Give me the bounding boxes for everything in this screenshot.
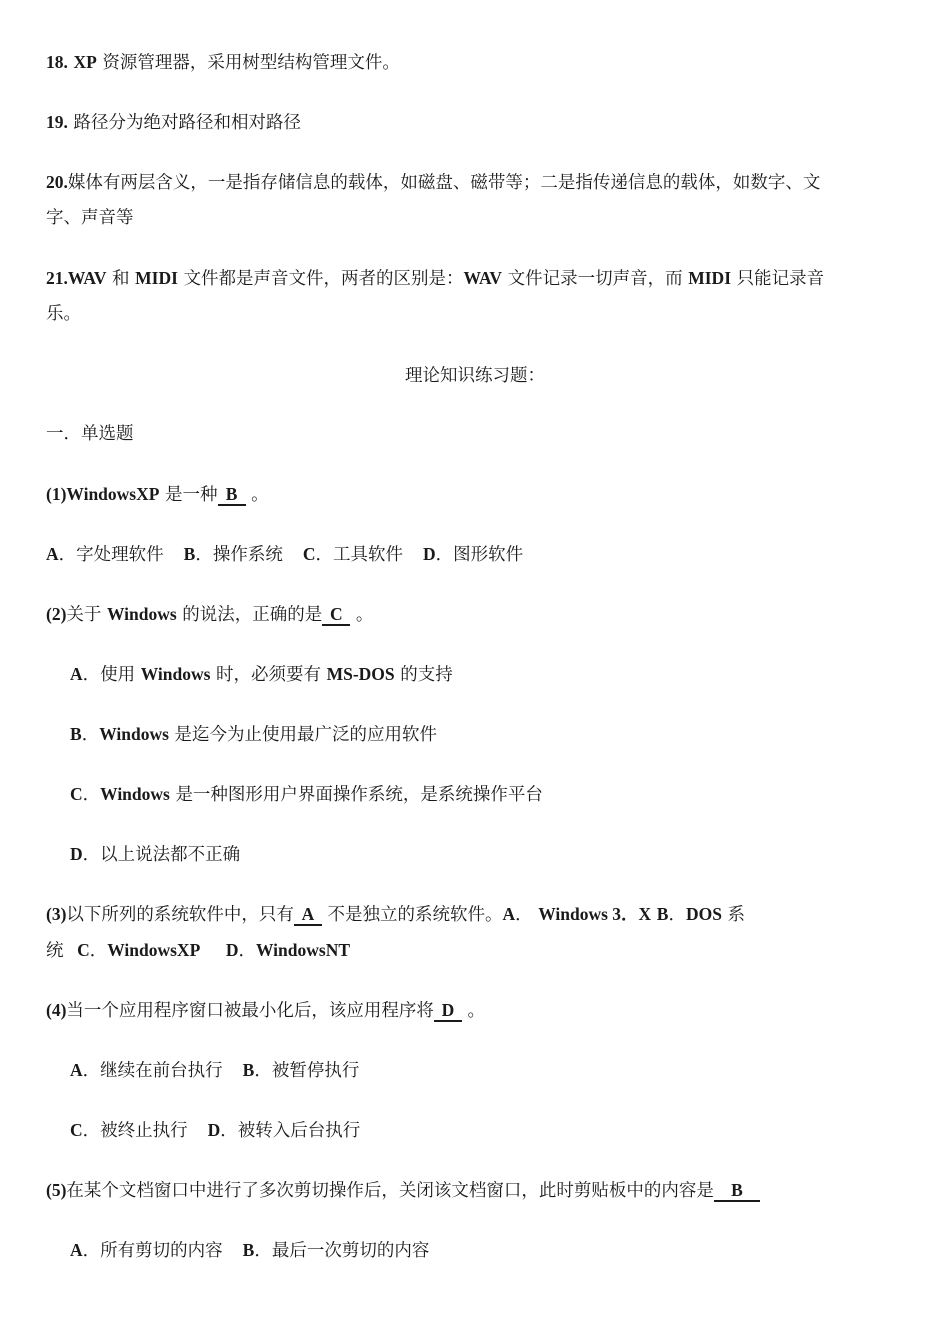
option-b-key: B	[183, 544, 196, 564]
question-number: (5)	[46, 1180, 67, 1200]
question-3-continuation: 统 C．WindowsXP D．WindowsNT	[46, 940, 351, 961]
option-key: C	[70, 1120, 83, 1140]
question-text: 不是独立的系统软件。	[327, 905, 503, 925]
item-19	[46, 104, 301, 142]
option-key: B	[656, 904, 669, 924]
option-key: B	[242, 1060, 255, 1080]
question-4	[46, 992, 485, 1030]
item-20-text-2: 字、声音等	[46, 208, 134, 228]
item-19-number: 19.	[46, 112, 68, 132]
item-21-text-2: 乐。	[46, 304, 81, 324]
item-21-wav: WAV	[67, 268, 107, 288]
question-text: 是一种	[165, 485, 218, 505]
question-4-options-2	[70, 1112, 360, 1150]
question-text: 关于	[66, 605, 102, 625]
item-18-tag: XP	[73, 52, 97, 72]
question-5	[46, 1172, 760, 1210]
option-text: ．最后一次剪切的内容	[254, 1241, 430, 1261]
question-5-options	[70, 1232, 429, 1270]
question-2-option-c: C．Windows 是一种图形用户界面操作系统，是系统操作平台	[70, 784, 543, 805]
option-key: C	[77, 940, 90, 960]
option-text: ．所有剪切的内容	[82, 1241, 223, 1261]
option-term: MS-DOS	[326, 664, 395, 684]
option-text: ．被转入后台执行	[220, 1121, 361, 1141]
question-end: 。	[251, 485, 269, 505]
item-19-text: 路径分为绝对路径和相对路径	[73, 113, 301, 133]
option-text: ．被终止执行	[82, 1121, 188, 1141]
question-4-options-1	[70, 1052, 359, 1090]
question-2-option-a	[70, 656, 453, 694]
item-21-text: 文件都是声音文件，两者的区别是：	[183, 269, 464, 289]
option-text: 统	[46, 941, 64, 961]
item-21-text: 只能记录音	[736, 269, 825, 289]
option-text: 系	[727, 905, 746, 925]
option-key: D	[225, 940, 239, 960]
question-1-options	[46, 536, 523, 574]
option-c: ．工具软件	[315, 545, 403, 565]
subsection-title: 一．单选题	[46, 424, 134, 444]
option-key: B	[242, 1240, 255, 1260]
question-2-option-b: B．Windows 是迄今为止使用最广泛的应用软件	[70, 724, 437, 745]
option-text: ．以上说法都不正确	[82, 845, 241, 865]
question-end: 。	[355, 605, 374, 625]
option-key: A	[70, 664, 83, 684]
answer-blank: A	[294, 904, 322, 926]
item-20-continuation	[46, 200, 134, 237]
question-number: (1)	[46, 484, 67, 504]
answer-blank: C	[322, 604, 350, 626]
option-d-key: D	[422, 544, 436, 564]
option-a-key: A	[46, 544, 59, 564]
option-c-key: C	[302, 544, 316, 564]
option-key: D	[207, 1120, 221, 1140]
item-21-continuation	[46, 296, 81, 333]
question-3: (3)以下所列的系统软件中，只有 A 不是独立的系统软件。A． Windows 3．X B．DOS 系	[46, 904, 746, 925]
question-number: (3)	[46, 904, 67, 924]
option-text: ．被暂停执行	[254, 1061, 360, 1081]
question-1	[46, 476, 269, 514]
question-term: WindowsXP	[66, 484, 160, 504]
option-key: C	[70, 784, 83, 804]
item-20-text: 媒体有两层含义，一是指存储信息的载体，如磁盘、磁带等；二是指传递信息的载体，如数字、文	[67, 173, 821, 193]
question-text: 的说法，正确的是	[182, 605, 323, 625]
item-21	[46, 260, 824, 298]
option-text: 是一种图形用户界面操作系统，是系统操作平台	[175, 785, 543, 805]
answer-blank: B	[714, 1180, 760, 1202]
option-key: A	[502, 904, 516, 924]
question-2-option-d	[70, 836, 240, 874]
item-21-wav: WAV	[463, 268, 503, 288]
item-21-text: 文件记录一切声音，而	[507, 269, 683, 289]
item-18-text: 资源管理器，采用树型结构管理文件。	[102, 53, 400, 73]
item-18	[46, 44, 400, 82]
answer-blank: D	[434, 1000, 462, 1022]
item-21-number: 21.	[46, 268, 68, 288]
item-20	[46, 164, 820, 202]
option-term: DOS	[685, 904, 722, 924]
option-d: ．图形软件	[435, 545, 524, 565]
option-text: ．继续在前台执行	[82, 1061, 223, 1081]
question-term: Windows	[106, 604, 177, 624]
section-title: 理论知识练习题：	[405, 366, 545, 386]
option-term: WindowsXP	[107, 940, 201, 960]
option-term: Windows 3．X	[538, 904, 652, 924]
option-term: WindowsNT	[255, 940, 351, 960]
option-b: ．操作系统	[195, 545, 283, 565]
option-key: D	[70, 844, 83, 864]
answer-blank: B	[218, 484, 246, 506]
option-key: B	[70, 724, 82, 744]
question-text: 以下所列的系统软件中，只有	[66, 905, 294, 925]
option-key: A	[70, 1060, 83, 1080]
option-term: Windows	[99, 724, 169, 744]
option-term: Windows	[140, 664, 211, 684]
question-number: (2)	[46, 604, 67, 624]
item-20-number: 20.	[46, 172, 68, 192]
option-term: Windows	[100, 784, 170, 804]
question-text: 在某个文档窗口中进行了多次剪切操作后，关闭该文档窗口，此时剪贴板中的内容是	[66, 1181, 714, 1201]
option-a: ．字处理软件	[58, 545, 164, 565]
item-18-number: 18.	[46, 52, 68, 72]
item-21-midi: MIDI	[135, 268, 178, 288]
question-2	[46, 596, 373, 634]
option-text: 时，必须要有	[216, 665, 322, 685]
option-key: A	[70, 1240, 83, 1260]
item-21-midi: MIDI	[688, 268, 732, 288]
item-21-text: 和	[112, 269, 130, 289]
question-text: 当一个应用程序窗口被最小化后，该应用程序将	[66, 1001, 434, 1021]
question-number: (4)	[46, 1000, 67, 1020]
option-text: 是迄今为止使用最广泛的应用软件	[174, 725, 437, 745]
option-text: ．使用	[82, 665, 136, 685]
question-end: 。	[467, 1001, 485, 1021]
option-text: 的支持	[400, 665, 453, 685]
